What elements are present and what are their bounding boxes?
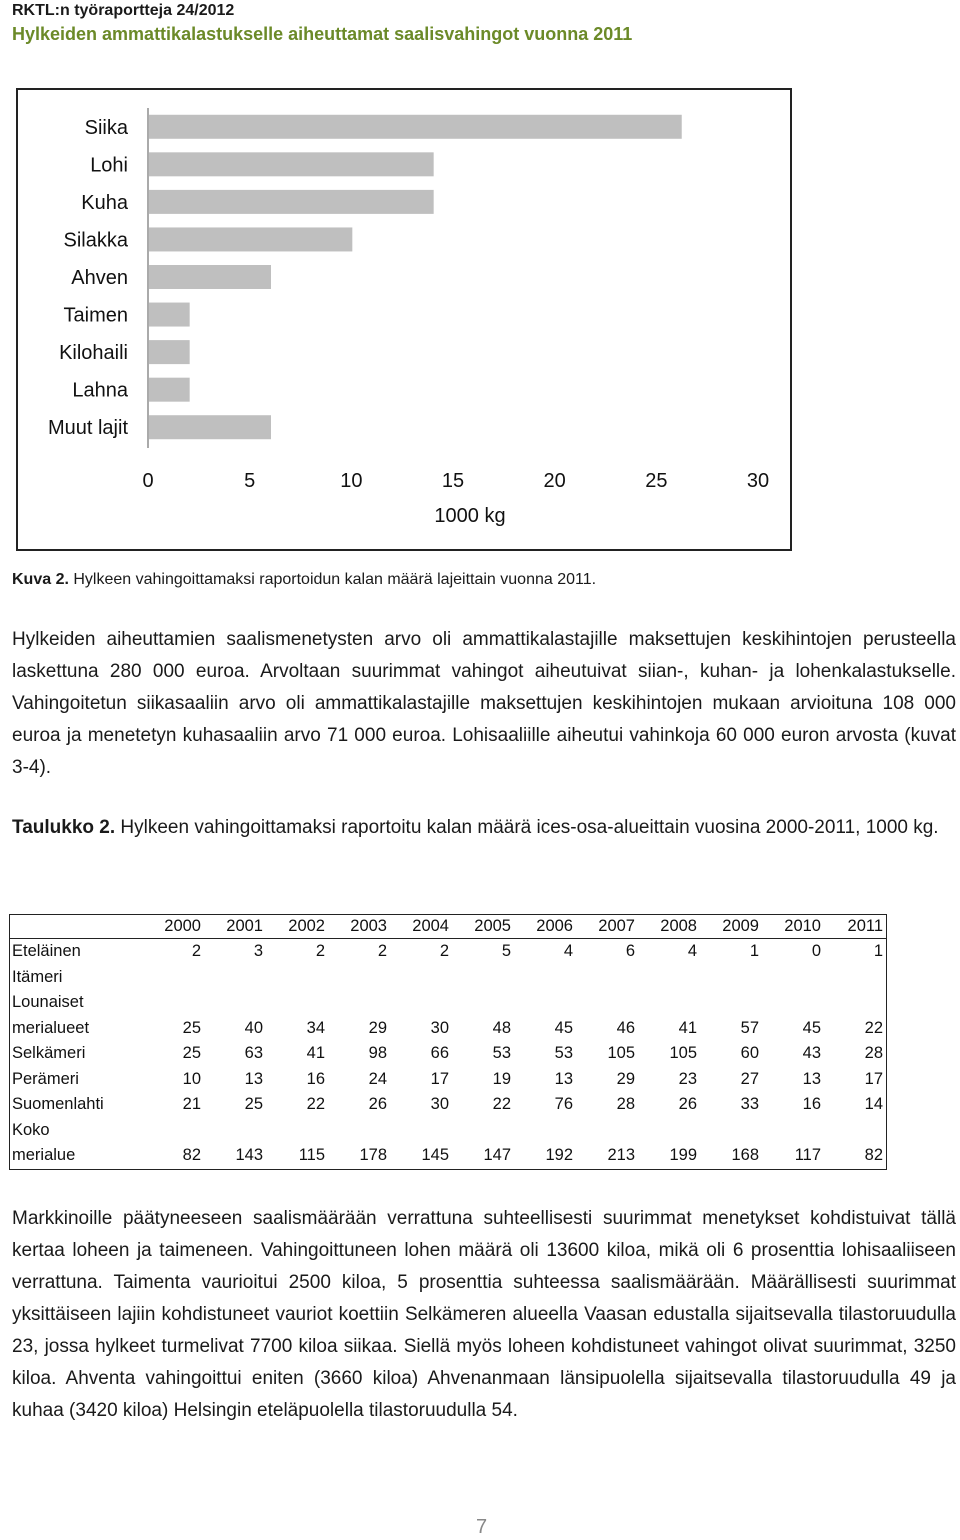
x-tick-label: 30 <box>746 470 770 492</box>
table-cell: 41 <box>306 1044 325 1062</box>
table-cell: 105 <box>607 1044 635 1062</box>
paragraph-value-of-losses: Hylkeiden aiheuttamien saalismenetysten arvo oli ammattikalastajille maksettujen keskihintojen perusteella laskettuna 280 000 euroa. Arvoltaan suurimmat vahingot aiheutuivat siian-, kuhan- ja lohenkalastukselle. Vahingoitetun siikasaaliin arvo oli ammattikalastajille maksettujen keskihintojen mukaan arvioituna 108 000 euroa ja menetetyn kuhasaaliin arvo 71 000 euroa. Lohisaaliille aiheutui vahinkoja 60 000 euron arvosta (kuvat 3-4). <box>12 629 956 778</box>
table-row <box>10 939 887 991</box>
table-cell: 192 <box>514 1118 576 1170</box>
table-cell: 147 <box>452 1118 514 1170</box>
report-series-title: RKTL:n työraportteja 24/2012 <box>12 2 235 19</box>
page-number: 7 <box>476 1516 488 1538</box>
table-cell: 145 <box>390 1118 452 1170</box>
table-cell: 28 <box>824 1041 887 1067</box>
table-cell: 46 <box>616 1018 635 1037</box>
table-cell: 13 <box>802 1069 821 1088</box>
figure-caption-label: Kuva 2. <box>12 571 69 588</box>
table-row <box>10 1118 887 1170</box>
table-cell: 22 <box>492 1095 511 1113</box>
table-cell: 178 <box>328 1118 390 1170</box>
table-cell: 29 <box>616 1069 635 1088</box>
table-cell: 1 <box>824 939 887 991</box>
year-header: 2010 <box>762 915 824 939</box>
row-label: Lounaiset merialueet <box>10 990 143 1041</box>
table-cell: 60 <box>740 1044 759 1062</box>
table-cell: 34 <box>306 1018 325 1037</box>
table-cell: 48 <box>492 1018 511 1037</box>
year-header: 2006 <box>514 915 576 939</box>
year-header: 2005 <box>452 915 514 939</box>
x-tick-label: 10 <box>340 470 363 492</box>
table-cell: 21 <box>182 1095 201 1113</box>
category-label: Taimen <box>63 304 128 327</box>
table-cell: 3 <box>253 942 263 960</box>
year-header: 2000 <box>142 915 204 939</box>
table-cell: 199 <box>638 1118 700 1170</box>
row-label: Selkämeri <box>10 1041 143 1067</box>
table-cell: 53 <box>554 1044 573 1062</box>
category-label: Muut lajit <box>47 417 128 440</box>
table-cell: 22 <box>306 1095 325 1113</box>
table-cell: 4 <box>563 942 573 960</box>
bar-ahven <box>149 265 271 289</box>
figure-caption-text: Hylkeen vahingoittamaksi raportoidun kalan määrä lajeittain vuonna 2011. <box>73 571 597 588</box>
table-cell: 19 <box>492 1069 511 1088</box>
year-header: 2001 <box>204 915 266 939</box>
category-label: Lahna <box>72 379 128 402</box>
table-cell: 1 <box>749 942 759 960</box>
table-title <box>12 812 956 844</box>
table-cell: 14 <box>824 1092 887 1118</box>
year-header: 2009 <box>700 915 762 939</box>
category-label: Kilohaili <box>59 342 128 365</box>
table-cell: 105 <box>669 1044 697 1062</box>
table-cell: 26 <box>368 1095 387 1113</box>
table-cell: 98 <box>368 1044 387 1062</box>
table-cell: 213 <box>576 1118 638 1170</box>
table-cell: 17 <box>430 1069 449 1088</box>
table-cell: 16 <box>802 1095 821 1113</box>
table-cell: 2 <box>377 942 387 960</box>
x-tick-label: 25 <box>645 470 668 492</box>
report-subtitle: Hylkeiden ammattikalastukselle aiheuttamat saalisvahingot vuonna 2011 <box>12 24 633 44</box>
table-cell: 2 <box>191 942 201 960</box>
table-cell: 43 <box>802 1044 821 1062</box>
chart-canvas <box>18 90 790 549</box>
table-corner-cell <box>10 915 143 939</box>
table-title-label: Taulukko 2. <box>12 817 116 838</box>
table-cell: 63 <box>244 1044 263 1062</box>
year-header: 2011 <box>824 915 887 939</box>
table-cell: 17 <box>824 1067 887 1093</box>
table-cell: 30 <box>430 1018 449 1037</box>
bar-muut-lajit <box>149 415 271 439</box>
table-cell: 40 <box>244 1018 263 1037</box>
area-damage-table <box>9 914 887 1170</box>
x-tick-label: 15 <box>441 470 465 492</box>
table-cell: 30 <box>430 1095 449 1113</box>
table-cell: 13 <box>554 1069 573 1088</box>
table-cell: 82 <box>824 1118 887 1170</box>
category-label: Silakka <box>63 229 128 252</box>
table-cell: 27 <box>740 1069 759 1088</box>
table-cell: 66 <box>430 1044 449 1062</box>
figure-caption <box>12 571 596 589</box>
table-cell: 25 <box>182 1018 201 1037</box>
bar-lahna <box>149 378 190 402</box>
species-bar-chart <box>16 88 792 551</box>
table-cell: 10 <box>182 1069 201 1088</box>
row-label: Eteläinen Itämeri <box>10 939 143 991</box>
table-cell: 23 <box>678 1069 697 1088</box>
year-header: 2003 <box>328 915 390 939</box>
table-cell: 25 <box>244 1095 263 1113</box>
table-header-row <box>10 915 887 939</box>
table-cell: 45 <box>554 1018 573 1037</box>
table-cell: 2 <box>439 942 449 960</box>
table-cell: 168 <box>700 1118 762 1170</box>
table-row <box>10 990 887 1041</box>
table-row <box>10 1041 887 1067</box>
table-cell: 29 <box>368 1018 387 1037</box>
paragraph-relative-losses: Markkinoille päätyneeseen saalismäärään verrattuna suhteellisesti suurimmat menetykset kohdistuivat tällä kertaa loheen ja taimeneen. Vahingoittuneen lohen määrä oli 13600 kiloa, mikä oli 6 prosenttia lohisaaliiseen verrattuna. Taimenta vaurioitui 2500 kiloa, 5 prosenttia suhteessa saalismäärään. Määrällisesti suurimmat yksittäiseen lajiin kohdistuneet vauriot koettiin Selkämeren alueella Vaasan edustalla sijaitsevalla tilastoruudulla 23, jossa hylkeet turmelivat 7700 kiloa siikaa. Siellä myös loheen kohdistuneet vahingot olivat suurimmat, 3250 kiloa. Ahventa vahingoittui eniten (3660 kiloa) Ahvenanmaan länsipuolella sijaitsevalla tilastoruudulla 49 ja kuhaa (3420 kiloa) Helsingin eteläpuolella tilastoruudulla 54. <box>12 1208 956 1421</box>
table-row <box>10 1067 887 1093</box>
table-cell: 33 <box>740 1095 759 1113</box>
year-header: 2002 <box>266 915 328 939</box>
table-cell: 13 <box>244 1069 263 1088</box>
row-label: Suomenlahti <box>10 1092 143 1118</box>
table-cell: 2 <box>315 942 325 960</box>
table-cell: 28 <box>616 1095 635 1113</box>
table-cell: 82 <box>142 1118 204 1170</box>
table-row <box>10 1092 887 1118</box>
category-label: Kuha <box>81 191 128 214</box>
category-label: Lohi <box>90 154 128 177</box>
category-label: Ahven <box>71 267 128 289</box>
year-header: 2004 <box>390 915 452 939</box>
table-cell: 115 <box>266 1118 328 1170</box>
table-cell: 6 <box>625 942 635 960</box>
table-cell: 5 <box>501 942 511 960</box>
table-cell: 4 <box>687 942 697 960</box>
x-axis-label: 1000 kg <box>434 505 506 527</box>
bar-lohi <box>149 152 434 176</box>
table-cell: 117 <box>762 1118 824 1170</box>
bar-taimen <box>149 303 190 327</box>
bar-siika <box>149 115 682 139</box>
table-cell: 41 <box>678 1018 697 1037</box>
table-cell: 16 <box>306 1069 325 1088</box>
bar-kilohaili <box>149 340 190 364</box>
table-title-text: Hylkeen vahingoittamaksi raportoitu kalan määrä ices-osa-alueittain vuosina 2000-2011, 1000 kg. <box>120 817 939 838</box>
table-cell: 53 <box>492 1044 511 1062</box>
x-tick-label: 0 <box>142 470 154 492</box>
table-cell: 0 <box>811 942 821 960</box>
table-cell: 143 <box>204 1118 266 1170</box>
year-header: 2007 <box>576 915 638 939</box>
row-label: Perämeri <box>10 1067 143 1093</box>
table-cell: 45 <box>802 1018 821 1037</box>
x-tick-label: 20 <box>543 470 566 492</box>
category-label: Siika <box>84 116 128 139</box>
bar-silakka <box>149 227 352 251</box>
table-cell: 76 <box>554 1095 573 1113</box>
bar-kuha <box>149 190 434 214</box>
table-cell: 25 <box>182 1044 201 1062</box>
table-cell: 22 <box>824 990 887 1041</box>
table-cell: 57 <box>740 1018 759 1037</box>
table-cell: 26 <box>678 1095 697 1113</box>
x-tick-label: 5 <box>244 470 256 492</box>
row-label: Koko merialue <box>10 1118 143 1170</box>
table-cell: 24 <box>368 1069 387 1088</box>
year-header: 2008 <box>638 915 700 939</box>
